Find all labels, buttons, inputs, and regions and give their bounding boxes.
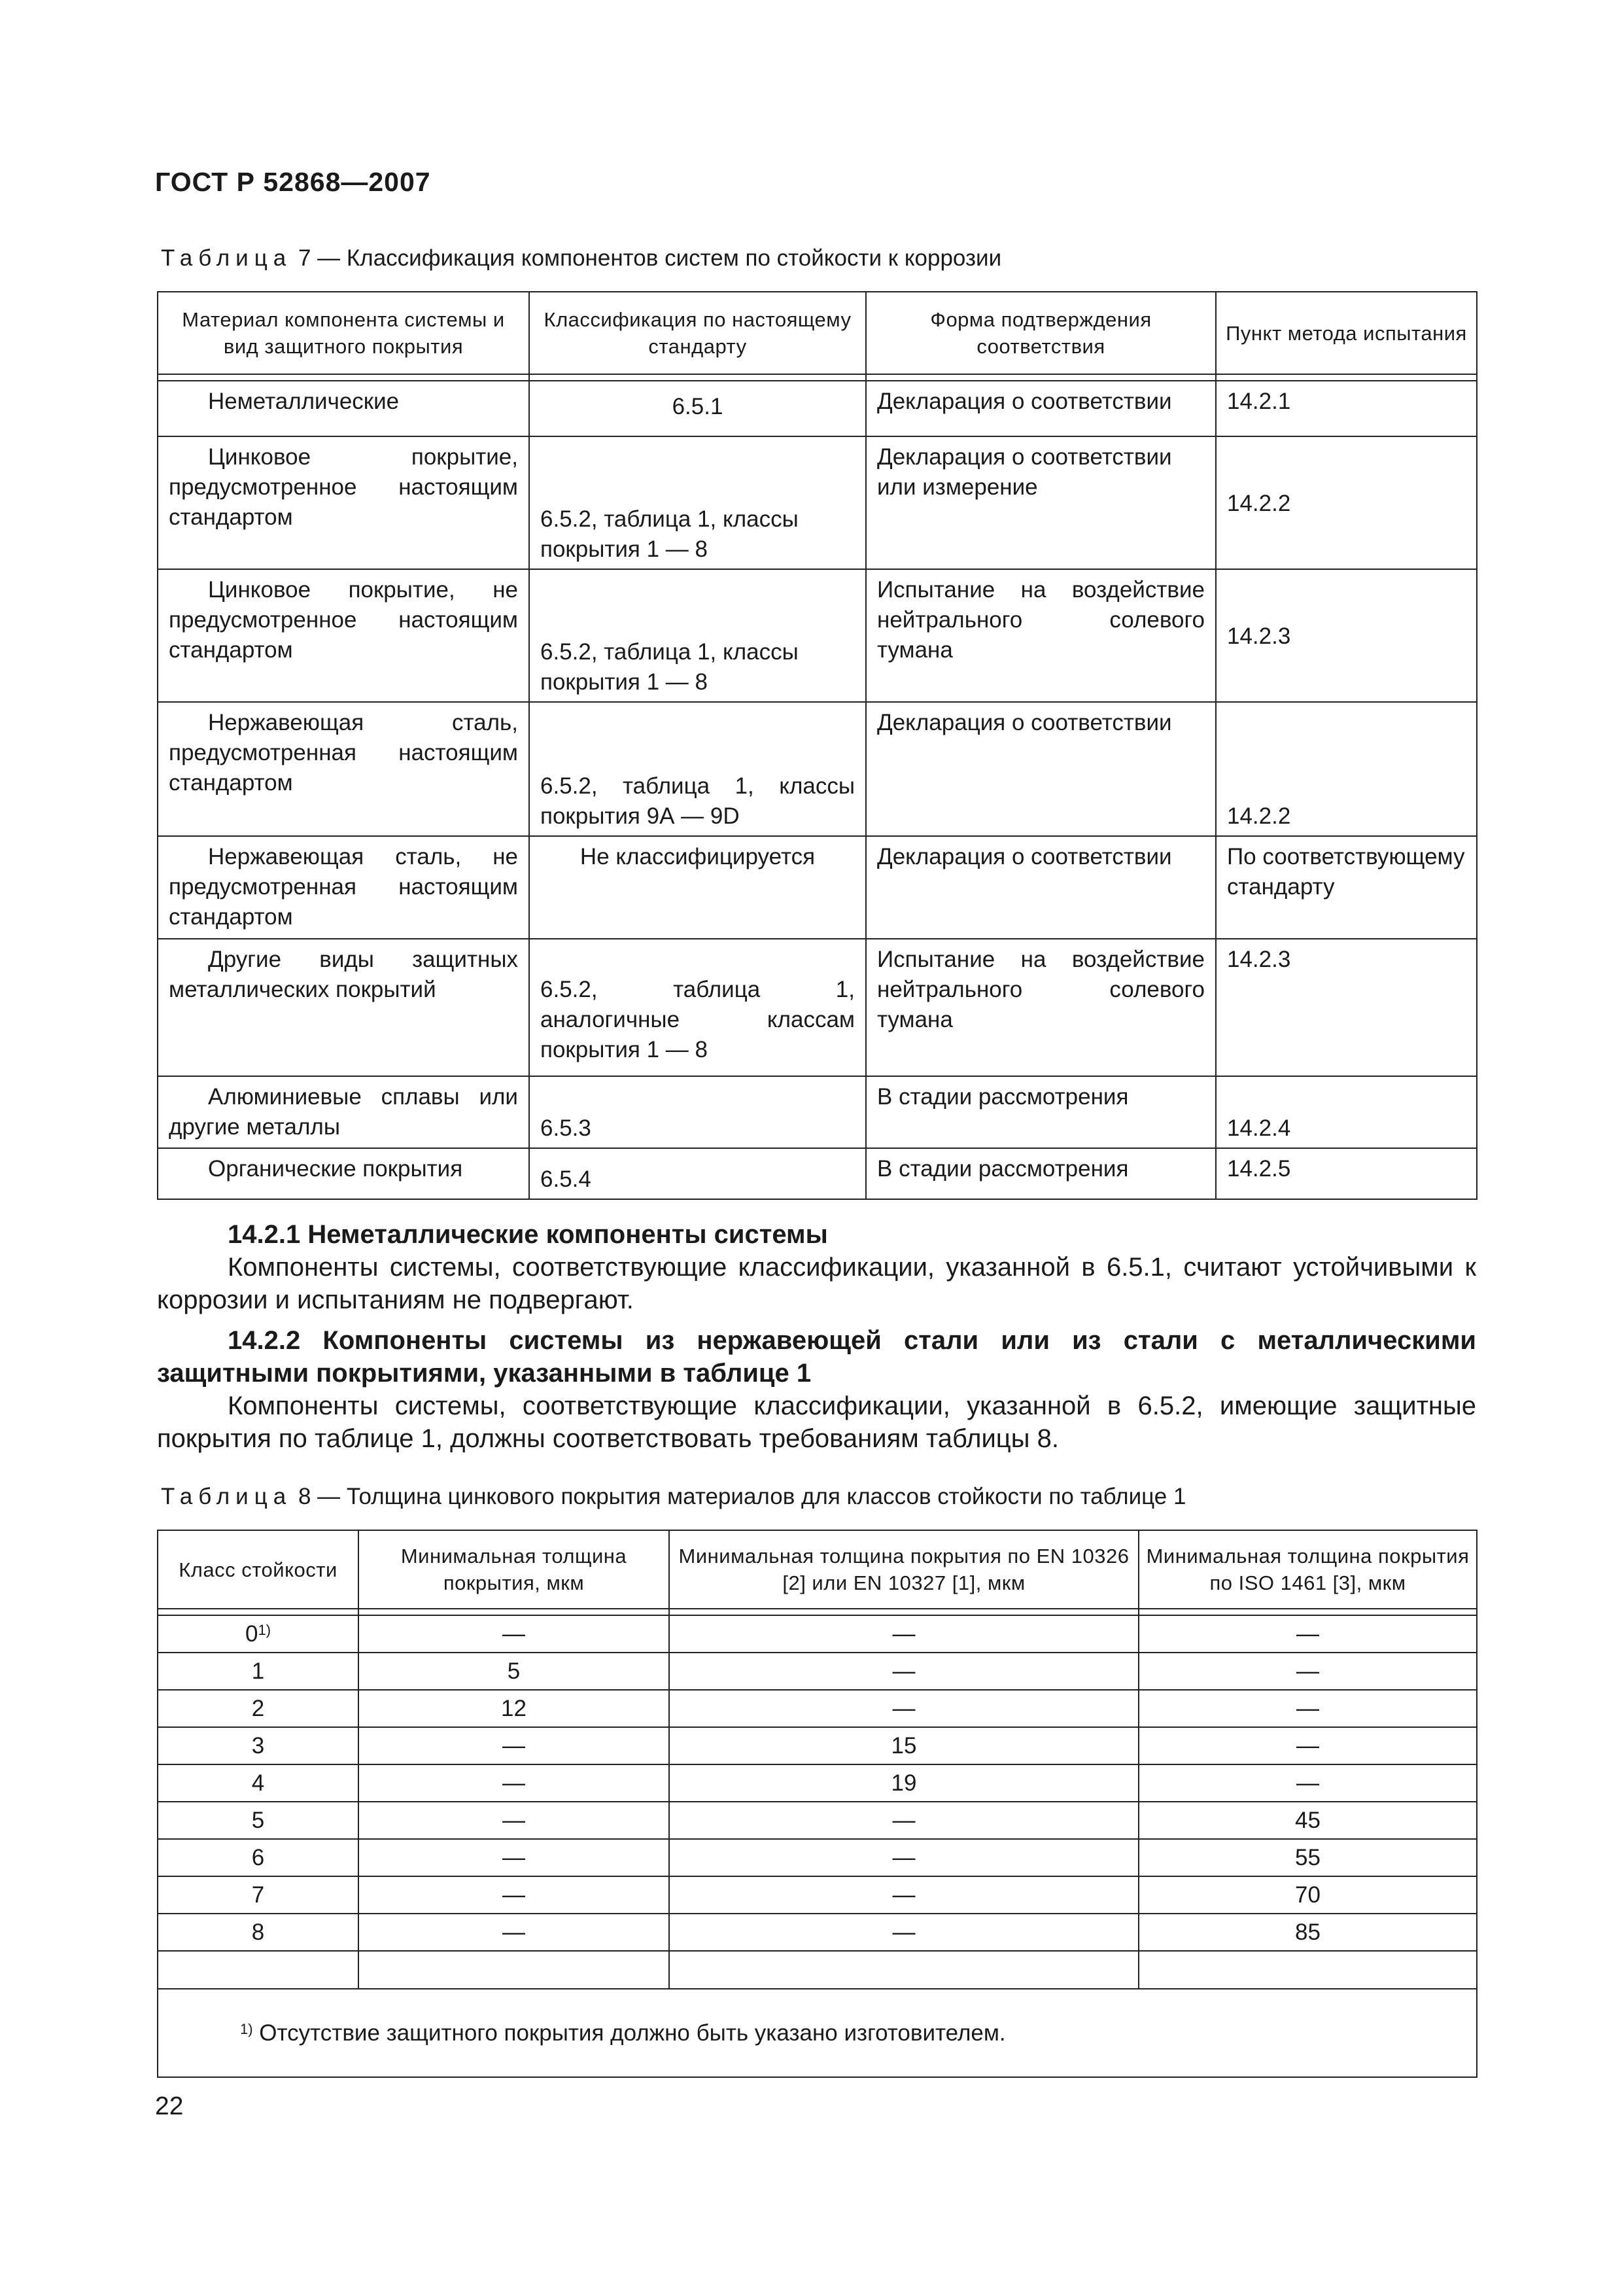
table7-cell-material: Цинковое покрытие, не предусмотренное настоящим стандартом [158, 569, 529, 702]
table8-cell-iso: 55 [1139, 1839, 1477, 1876]
table7-cell-test-clause: 14.2.3 [1216, 569, 1477, 702]
table-row [158, 1764, 1477, 1802]
table8-cell-en: — [669, 1690, 1139, 1727]
table-row [158, 939, 1477, 1076]
table8-cell-en: 15 [669, 1727, 1139, 1764]
table7-cell-confirmation: Испытание на воздействие нейтрального солевого тумана [866, 939, 1216, 1076]
table-row [158, 1653, 1477, 1690]
table8-cell-iso: 45 [1139, 1802, 1477, 1839]
table7-cell-material: Нержавеющая сталь, не предусмотренная настоящим стандартом [158, 836, 529, 939]
table7-caption-label: Таблица [161, 245, 292, 271]
table7-cell-confirmation: Декларация о соответствии или измерение [866, 436, 1216, 569]
table7-header-row [158, 292, 1477, 374]
section-14-2-2-heading: 14.2.2 Компоненты системы из нержавеющей стали или из стали с металлическими защитными покрытиями, указанными в таблице 1 [157, 1326, 1476, 1388]
table8-cell-en: — [669, 1802, 1139, 1839]
table7-cell-confirmation: Декларация о соответствии [866, 702, 1216, 836]
table-row [158, 836, 1477, 939]
table7-header-divider [158, 374, 1477, 381]
table8-caption [161, 1484, 1186, 1510]
table7-cell-confirmation: Декларация о соответствии [866, 381, 1216, 436]
table7-cell-material: Неметаллические [158, 381, 529, 436]
table8-cell-class: 5 [158, 1802, 358, 1839]
footnote-text: Отсутствие защитного покрытия должно быть указано изготовителем. [259, 2020, 1006, 2046]
table7-cell-material: Алюминиевые сплавы или другие металлы [158, 1076, 529, 1148]
table7 [157, 291, 1477, 1200]
table8-cell-min: 12 [358, 1690, 669, 1727]
table8-cell-min: — [358, 1764, 669, 1802]
table7-cell-classification: 6.5.3 [529, 1076, 866, 1148]
table8-cell-class: 7 [158, 1876, 358, 1914]
table7-cell-confirmation: Испытание на воздействие нейтрального солевого тумана [866, 569, 1216, 702]
table7-header-classification: Классификация по настоящему стандарту [529, 292, 866, 374]
table-row [158, 1615, 1477, 1653]
table7-cell-material: Другие виды защитных металлических покрытий [158, 939, 529, 1076]
table8-cell-iso: 70 [1139, 1876, 1477, 1914]
table8-cell-en: 19 [669, 1764, 1139, 1802]
table8-cell-iso: — [1139, 1653, 1477, 1690]
table7-cell-test-clause: 14.2.4 [1216, 1076, 1477, 1148]
table-row [158, 1802, 1477, 1839]
table-row [158, 1727, 1477, 1764]
table7-cell-classification: 6.5.2, таблица 1, классы покрытия 1 — 8 [529, 569, 866, 702]
table-row [158, 1076, 1477, 1148]
table8-cell-iso: — [1139, 1615, 1477, 1653]
table7-header-test-clause: Пункт метода испытания [1216, 292, 1477, 374]
table7-cell-test-clause: 14.2.1 [1216, 381, 1477, 436]
table8-cell-min: — [358, 1727, 669, 1764]
table8-cell-class: 8 [158, 1914, 358, 1951]
table8-header-min-thickness: Минимальная толщина покрытия, мкм [358, 1530, 669, 1609]
table8-cell-iso: — [1139, 1690, 1477, 1727]
table8-cell-en: — [669, 1839, 1139, 1876]
section-14-2-2 [157, 1324, 1476, 1455]
page-number: 22 [155, 2092, 184, 2120]
table8-cell-en: — [669, 1914, 1139, 1951]
table8-cell-iso: — [1139, 1727, 1477, 1764]
table8-header-row [158, 1530, 1477, 1609]
table8-cell-iso: — [1139, 1764, 1477, 1802]
table-row [158, 436, 1477, 569]
table7-caption-text: 7 — Классификация компонентов систем по стойкости к коррозии [298, 245, 1002, 271]
table8-cell-min: — [358, 1802, 669, 1839]
table7-header-material: Материал компонента системы и вид защитного покрытия [158, 292, 529, 374]
footnote-marker: 1) [258, 1621, 271, 1638]
footnote-marker: 1) [240, 2020, 253, 2037]
table8-caption-label: Таблица [161, 1484, 292, 1509]
table7-caption [161, 245, 1001, 272]
table8-cell-class [158, 1615, 358, 1653]
document-title: ГОСТ Р 52868—2007 [155, 167, 431, 197]
table8-caption-text: 8 — Толщина цинкового покрытия материалов для классов стойкости по таблице 1 [298, 1484, 1186, 1509]
table8-cell-en: — [669, 1653, 1139, 1690]
table8-cell-min: — [358, 1914, 669, 1951]
table7-cell-test-clause: 14.2.5 [1216, 1148, 1477, 1199]
section-14-2-1 [157, 1218, 1476, 1316]
table7-cell-test-clause: 14.2.3 [1216, 939, 1477, 1076]
table7-cell-classification: 6.5.2, таблица 1, аналогичные классам покрытия 1 — 8 [529, 939, 866, 1076]
table7-cell-classification: 6.5.4 [529, 1148, 866, 1199]
section-14-2-1-heading: 14.2.1 Неметаллические компоненты системы [228, 1220, 828, 1249]
table8-cell-min: — [358, 1876, 669, 1914]
table8-header-en-thickness: Минимальная толщина покрытия по EN 10326 [2] или EN 10327 [1], мкм [669, 1530, 1139, 1609]
table-row [158, 1839, 1477, 1876]
table7-cell-material: Нержавеющая сталь, предусмотренная настоящим стандартом [158, 702, 529, 836]
table8-footnote-row [158, 1989, 1477, 2077]
table8-cell-min: 5 [358, 1653, 669, 1690]
table7-cell-classification: 6.5.2, таблица 1, классы покрытия 1 — 8 [529, 436, 866, 569]
table8-cell-en: — [669, 1876, 1139, 1914]
table8-cell-class: 4 [158, 1764, 358, 1802]
table-row [158, 569, 1477, 702]
table7-cell-confirmation: Декларация о соответствии [866, 836, 1216, 939]
table8-footnote [158, 1989, 1477, 2077]
table-row [158, 702, 1477, 836]
table7-cell-test-clause: По соответствующему стандарту [1216, 836, 1477, 939]
table-row [158, 1148, 1477, 1199]
table8-cell-class: 3 [158, 1727, 358, 1764]
table7-cell-classification: Не классифицируется [529, 836, 866, 939]
table8-cell-class: 2 [158, 1690, 358, 1727]
section-14-2-1-body: Компоненты системы, соответствующие классификации, указанной в 6.5.1, считают устойчивыми к коррозии и испытаниям не подвергают. [157, 1253, 1476, 1314]
table-row [158, 1914, 1477, 1951]
table7-cell-test-clause: 14.2.2 [1216, 702, 1477, 836]
table7-cell-classification: 6.5.2, таблица 1, классы покрытия 9А — 9D [529, 702, 866, 836]
table8 [157, 1530, 1477, 2078]
table8-header-divider [158, 1609, 1477, 1615]
table7-cell-classification: 6.5.1 [529, 381, 866, 436]
table8-cell-en: — [669, 1615, 1139, 1653]
table-row [158, 381, 1477, 436]
table8-cell-class: 6 [158, 1839, 358, 1876]
table8-cell-min: — [358, 1615, 669, 1653]
table-row [158, 1876, 1477, 1914]
table8-cell-class: 1 [158, 1653, 358, 1690]
section-14-2-2-body: Компоненты системы, соответствующие классификации, указанной в 6.5.2, имеющие защитные покрытия по таблице 1, должны соответствовать требованиям таблицы 8. [157, 1392, 1476, 1453]
table8-class-value: 0 [245, 1621, 258, 1647]
table7-cell-material: Органические покрытия [158, 1148, 529, 1199]
table8-cell-iso: 85 [1139, 1914, 1477, 1951]
table8-empty-row [158, 1951, 1477, 1989]
table7-cell-confirmation: В стадии рассмотрения [866, 1148, 1216, 1199]
table-row [158, 1690, 1477, 1727]
table7-header-confirmation: Форма подтверждения соответствия [866, 292, 1216, 374]
table8-cell-min: — [358, 1839, 669, 1876]
table8-header-iso-thickness: Минимальная толщина покрытия по ISO 1461 [3], мкм [1139, 1530, 1477, 1609]
table8-header-class: Класс стойкости [158, 1530, 358, 1609]
table7-cell-confirmation: В стадии рассмотрения [866, 1076, 1216, 1148]
table7-cell-material: Цинковое покрытие, предусмотренное настоящим стандартом [158, 436, 529, 569]
table7-cell-test-clause: 14.2.2 [1216, 436, 1477, 569]
